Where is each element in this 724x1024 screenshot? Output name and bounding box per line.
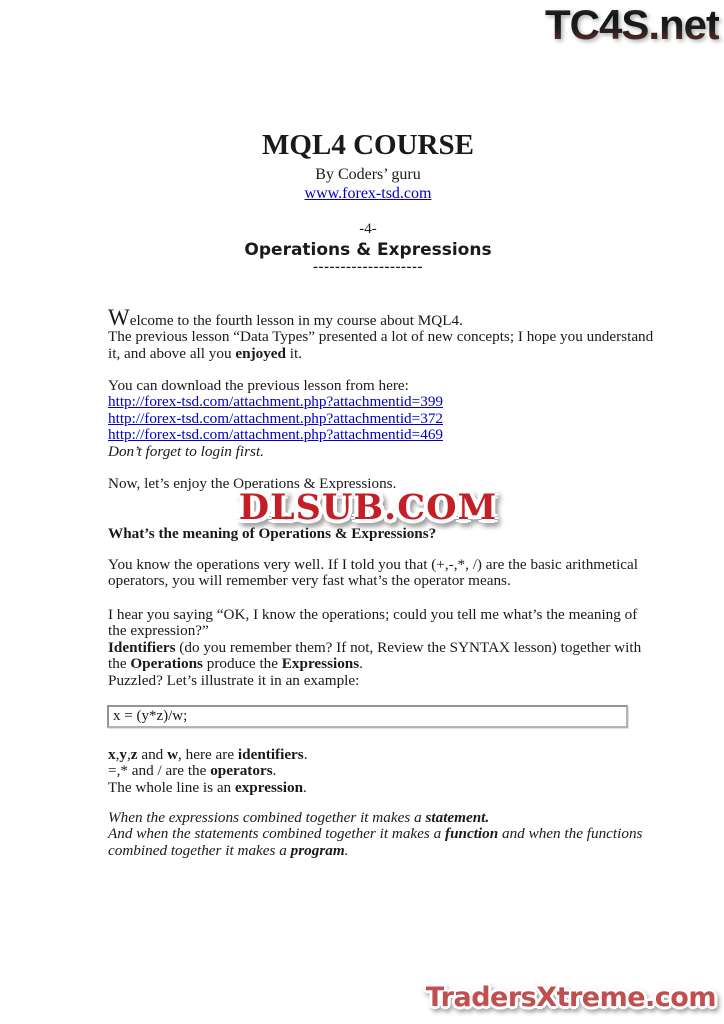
text-segment: And when the statements combined together it makes a: [108, 825, 446, 843]
text-segment: y: [119, 746, 127, 763]
paragraph-download-links: [108, 378, 628, 460]
course-title: MQL4 COURSE: [262, 129, 474, 161]
course-site-link-row: [108, 185, 628, 203]
text-segment: (do you remember them? If not, Review the SYNTAX lesson) together with: [175, 638, 642, 656]
text-segment: When the expressions combined together it makes a: [108, 809, 426, 826]
section-heading-meaning: What’s the meaning of Operations & Expressions?: [108, 525, 437, 542]
text-segment: .: [272, 762, 277, 780]
text-segment: the: [108, 655, 131, 673]
text-segment: ,: [115, 746, 120, 763]
text-segment: Now, let’s enjoy the Operations & Expressions.: [108, 475, 397, 492]
text-segment: identifiers: [237, 746, 304, 763]
text-segment: You can download the previous lesson from here:: [108, 377, 409, 394]
text-segment: .: [344, 841, 349, 859]
text-segment: program: [290, 841, 345, 859]
paragraph-intro: [108, 305, 654, 362]
text-segment: , here are: [178, 746, 238, 763]
text-segment: it, and above all you: [108, 344, 236, 362]
text-segment: the expression?”: [108, 622, 209, 640]
paragraph-identifiers: [108, 747, 628, 796]
text-segment: Identifiers: [108, 638, 176, 656]
paragraph-operations: [108, 556, 639, 590]
course-site-link[interactable]: www.forex-tsd.com: [304, 185, 432, 202]
title-divider: --------------------: [313, 259, 423, 275]
text-segment: ,: [126, 746, 131, 763]
text-segment: Puzzled? Let’s illustrate it in an example:: [108, 671, 360, 689]
code-example-box: [107, 705, 628, 728]
text-segment: .: [303, 778, 307, 796]
paragraph-statement: [108, 809, 643, 859]
text-segment: statement.: [425, 809, 490, 826]
code-line: x = (y*z)/w;: [113, 708, 188, 724]
dlsub-watermark: DLSUB.COM: [238, 487, 498, 528]
text-segment: function: [445, 825, 499, 843]
text-segment: produce the: [202, 655, 282, 673]
text-segment: The previous lesson “Data Types” presented a lot of new concepts; I hope you understand: [108, 328, 654, 346]
byline: By Coders’ guru: [315, 166, 421, 183]
text-segment: .: [359, 655, 363, 673]
text-segment: combined together it makes a: [108, 841, 291, 859]
text-segment: and: [137, 746, 168, 763]
lesson-title: Operations & Expressions: [244, 240, 492, 260]
attachment-link[interactable]: http://forex-tsd.com/attachment.php?attachmentid=399: [108, 393, 444, 411]
text-segment: The whole line is an: [108, 778, 235, 796]
text-segment: z: [130, 746, 138, 763]
text-segment: w: [167, 746, 179, 763]
text-segment: enjoyed: [235, 344, 286, 362]
text-segment: elcome to the fourth lesson in my course about MQL4.: [129, 312, 463, 329]
tc4s-site-logo: TC4S.net: [544, 1, 719, 48]
text-segment: it.: [286, 344, 303, 362]
text-segment: =,* and / are the: [108, 762, 211, 780]
lesson-number: -4-: [359, 221, 377, 237]
text-segment: operators, you will remember very fast what’s the operator means.: [108, 572, 511, 590]
text-segment: x: [108, 746, 116, 763]
text-segment: Operations: [130, 655, 203, 673]
text-segment: expression: [234, 778, 304, 796]
text-segment: .: [303, 746, 308, 763]
attachment-link[interactable]: http://forex-tsd.com/attachment.php?attachmentid=469: [108, 426, 444, 444]
text-segment: and when the functions: [498, 825, 643, 843]
text-segment: operators: [210, 762, 273, 780]
text-segment: Don’t forget to login first.: [108, 442, 264, 460]
text-segment: Expressions: [281, 655, 360, 673]
paragraph-expression: [108, 606, 642, 689]
tradersxtreme-footer-logo: TradersXtreme.com: [425, 982, 716, 1013]
attachment-link[interactable]: http://forex-tsd.com/attachment.php?attachmentid=372: [108, 409, 444, 427]
text-segment: W: [108, 305, 130, 330]
text-segment: You know the operations very well. If I told you that (+,-,*, /) are the basic arithmetical: [108, 556, 639, 573]
text-segment: I hear you saying “OK, I know the operations; could you tell me what’s the meaning of: [108, 606, 638, 623]
